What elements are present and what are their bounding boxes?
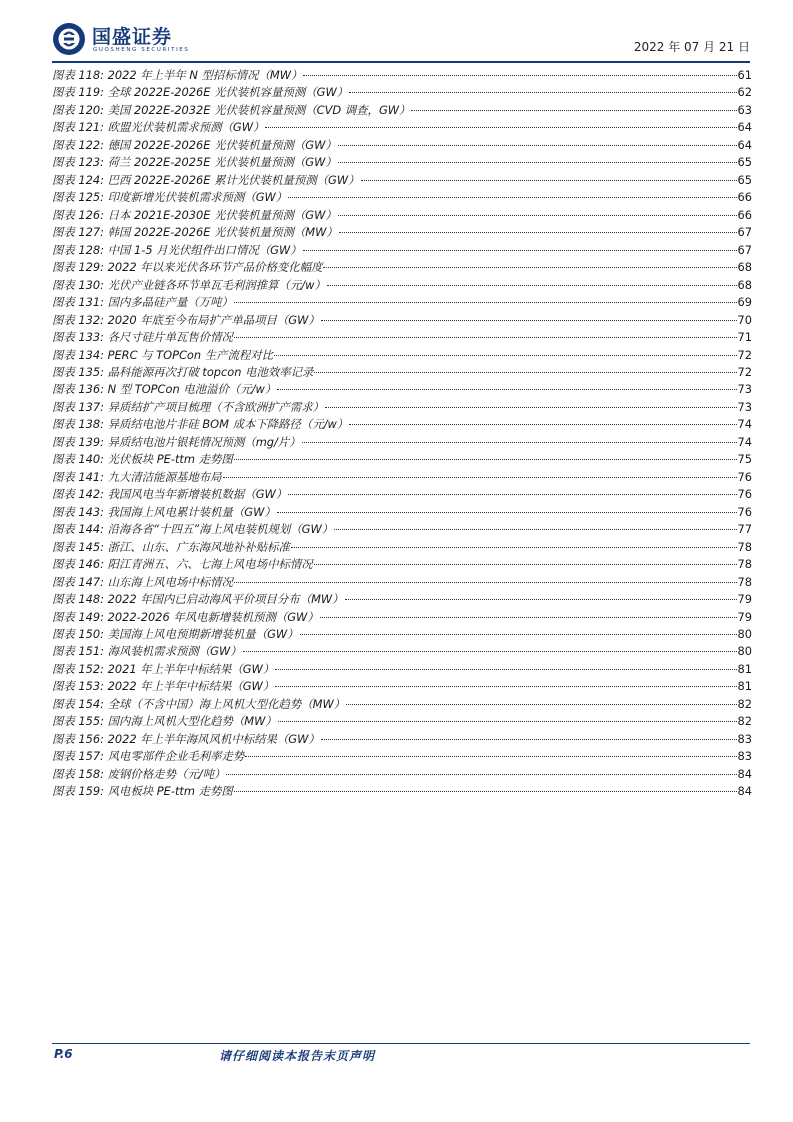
dot-leader — [275, 668, 736, 670]
toc-entry[interactable] — [52, 102, 752, 119]
toc-entry-label: 图表 124: — [52, 172, 104, 187]
toc-entry-page: 84 — [737, 784, 752, 799]
toc-entry-label: 图表 138: — [52, 417, 104, 432]
toc-entry-label: 图表 146: — [52, 557, 104, 572]
dot-leader — [302, 441, 737, 443]
toc-entry-text: 晶科能源再次打破 topcon 电池效率记录 — [107, 364, 314, 379]
toc-entry-title — [52, 312, 320, 328]
logo-text-en: GUOSHENG SECURITIES — [93, 47, 190, 53]
dot-leader — [303, 74, 736, 76]
toc-entry-title — [52, 399, 324, 415]
toc-entry-label: 图表 145: — [52, 539, 104, 554]
toc-entry-page: 67 — [737, 242, 752, 257]
figure-index-list — [52, 67, 752, 801]
toc-entry-title — [52, 609, 319, 625]
toc-entry-title — [52, 119, 264, 135]
toc-entry-title — [52, 329, 233, 345]
toc-entry[interactable] — [52, 626, 752, 643]
toc-entry-label: 图表 155: — [52, 714, 104, 729]
dot-leader — [277, 388, 736, 390]
toc-entry[interactable] — [52, 224, 752, 241]
toc-entry-page: 72 — [737, 347, 752, 362]
toc-entry[interactable] — [52, 172, 752, 189]
toc-entry-label: 图表 128: — [52, 242, 104, 257]
toc-entry-page: 65 — [737, 172, 752, 187]
dot-leader — [338, 144, 737, 146]
toc-entry-label: 图表 133: — [52, 330, 104, 345]
toc-entry-page: 82 — [737, 714, 752, 729]
toc-entry-page: 70 — [737, 312, 752, 327]
toc-entry-title — [52, 731, 320, 747]
toc-entry[interactable] — [52, 399, 752, 416]
toc-entry-title — [52, 381, 276, 397]
toc-entry-page: 81 — [737, 679, 752, 694]
toc-entry-text: 废钢价格走势（元/吨） — [107, 766, 226, 781]
toc-entry-title — [52, 434, 301, 450]
header-rule — [52, 61, 750, 63]
dot-leader — [327, 284, 737, 286]
toc-entry-page: 65 — [737, 155, 752, 170]
toc-entry-page: 79 — [737, 609, 752, 624]
toc-entry-label: 图表 139: — [52, 434, 104, 449]
toc-entry-title — [52, 137, 337, 153]
toc-entry[interactable] — [52, 591, 752, 608]
toc-entry-title — [52, 364, 313, 380]
toc-entry[interactable] — [52, 504, 752, 521]
dot-leader — [361, 179, 737, 181]
toc-entry-text: 全球 2022E-2026E 光伏装机容量预测（GW） — [107, 85, 349, 100]
toc-entry-page: 63 — [737, 102, 752, 117]
toc-entry[interactable] — [52, 416, 752, 433]
toc-entry-text: 中国 1-5 月光伏组件出口情况（GW） — [107, 242, 302, 257]
toc-entry-text: 光伏产业链各环节单瓦毛利润推算（元/w） — [107, 277, 326, 292]
dot-leader — [338, 214, 737, 216]
toc-entry-page: 62 — [737, 85, 752, 100]
toc-entry-page: 78 — [737, 574, 752, 589]
toc-entry-label: 图表 127: — [52, 225, 104, 240]
toc-entry-title — [52, 207, 337, 223]
toc-entry-text: 我国风电当年新增装机数据（GW） — [107, 487, 288, 502]
toc-entry-page: 76 — [737, 469, 752, 484]
toc-entry-title — [52, 539, 290, 555]
toc-entry-label: 图表 136: — [52, 382, 104, 397]
toc-entry-label: 图表 125: — [52, 190, 104, 205]
toc-entry-title — [52, 84, 348, 100]
toc-entry[interactable] — [52, 783, 752, 800]
dot-leader — [339, 231, 737, 233]
toc-entry-text: 异质结电池片非硅 BOM 成本下降路径（元/w） — [107, 417, 349, 432]
footer-rule — [52, 1043, 750, 1044]
toc-entry-page: 78 — [737, 557, 752, 572]
dot-leader — [275, 685, 736, 687]
toc-entry-text: 2022-2026 年风电新增装机预测（GW） — [107, 609, 319, 624]
dot-leader — [345, 598, 737, 600]
toc-entry-title — [52, 189, 287, 205]
toc-entry-label: 图表 144: — [52, 522, 104, 537]
dot-leader — [234, 458, 737, 460]
toc-entry-title — [52, 347, 273, 363]
dot-leader — [325, 406, 736, 408]
toc-entry-title — [52, 451, 233, 467]
toc-entry-title — [52, 626, 299, 642]
dot-leader — [291, 546, 737, 548]
toc-entry-text: 海风装机需求预测（GW） — [107, 644, 242, 659]
toc-entry[interactable] — [52, 347, 752, 364]
toc-entry-text: 2022 年以来光伏各环节产品价格变化幅度 — [107, 260, 323, 275]
toc-entry-label: 图表 142: — [52, 487, 104, 502]
toc-entry-label: 图表 119: — [52, 85, 104, 100]
toc-entry-page: 68 — [737, 277, 752, 292]
toc-entry[interactable] — [52, 556, 752, 573]
toc-entry[interactable] — [52, 189, 752, 206]
toc-entry-title — [52, 242, 302, 258]
toc-entry-page: 64 — [737, 137, 752, 152]
company-logo — [52, 22, 222, 58]
dot-leader — [277, 511, 737, 513]
toc-entry-label: 图表 143: — [52, 504, 104, 519]
toc-entry-text: 美国海上风电预期新增装机量（GW） — [107, 627, 299, 641]
toc-entry[interactable] — [52, 661, 752, 678]
dot-leader — [300, 633, 737, 635]
toc-entry-label: 图表 153: — [52, 679, 104, 694]
toc-entry-page: 71 — [737, 330, 752, 345]
toc-entry[interactable] — [52, 451, 752, 468]
toc-entry-label: 图表 158: — [52, 766, 104, 781]
toc-entry-text: 2022 年上半年海风风机中标结果（GW） — [107, 731, 320, 746]
toc-entry[interactable] — [52, 381, 752, 398]
toc-entry-text: 巴西 2022E-2026E 累计光伏装机量预测（GW） — [107, 172, 360, 187]
dot-leader — [278, 720, 737, 722]
toc-entry[interactable] — [52, 713, 752, 730]
toc-entry[interactable] — [52, 67, 752, 84]
toc-entry-title — [52, 661, 274, 677]
toc-entry-label: 图表 157: — [52, 749, 104, 764]
toc-entry[interactable] — [52, 312, 752, 329]
toc-entry-title — [52, 294, 233, 310]
toc-entry-text: 2022 年上半年 N 型招标情况（MW） — [107, 68, 303, 82]
logo-mark-icon — [52, 22, 86, 56]
dot-leader — [334, 528, 736, 530]
toc-entry-label: 图表 156: — [52, 731, 104, 746]
toc-entry[interactable] — [52, 84, 752, 101]
toc-entry-title — [52, 521, 333, 537]
toc-entry-label: 图表 148: — [52, 592, 104, 607]
dot-leader — [314, 371, 736, 373]
toc-entry-text: 异质结电池片银耗情况预测（mg/片） — [107, 434, 301, 449]
dot-leader — [321, 319, 737, 321]
toc-entry-page: 66 — [737, 207, 752, 222]
dot-leader — [234, 301, 737, 303]
toc-entry-text: 荷兰 2022E-2025E 光伏装机量预测（GW） — [107, 155, 337, 170]
toc-entry-title — [52, 102, 410, 118]
toc-entry-title — [52, 783, 233, 799]
toc-entry-label: 图表 131: — [52, 295, 104, 310]
toc-entry-text: 九大清洁能源基地布局 — [107, 469, 222, 484]
toc-entry-text: 国内多晶硅产量（万吨） — [107, 295, 233, 310]
dot-leader — [234, 581, 737, 583]
dot-leader — [320, 616, 737, 618]
dot-leader — [223, 476, 737, 478]
toc-entry[interactable] — [52, 521, 752, 538]
toc-entry-text: 2022 年上半年中标结果（GW） — [107, 679, 275, 694]
toc-entry-label: 图表 122: — [52, 137, 104, 152]
toc-entry-page: 74 — [737, 417, 752, 432]
toc-entry-title — [52, 154, 337, 170]
disclaimer-note: 请仔细阅读本报告末页声明 — [219, 1049, 376, 1063]
toc-entry-title — [52, 469, 222, 485]
dot-leader — [338, 161, 737, 163]
toc-entry[interactable] — [52, 154, 752, 171]
dot-leader — [274, 354, 736, 356]
toc-entry-label: 图表 126: — [52, 207, 104, 222]
toc-entry-page: 68 — [737, 260, 752, 275]
toc-entry-label: 图表 129: — [52, 260, 104, 275]
toc-entry-text: 印度新增光伏装机需求预测（GW） — [107, 190, 288, 205]
toc-entry-title — [52, 696, 345, 712]
dot-leader — [226, 773, 736, 775]
dot-leader — [234, 790, 737, 792]
toc-entry[interactable] — [52, 678, 752, 695]
toc-entry-label: 图表 134: — [52, 347, 104, 362]
toc-entry-text: 德国 2022E-2026E 光伏装机量预测（GW） — [107, 137, 337, 152]
toc-entry-text: 欧盟光伏装机需求预测（GW） — [107, 120, 265, 135]
toc-entry[interactable] — [52, 364, 752, 381]
toc-entry-label: 图表 150: — [52, 627, 104, 641]
toc-entry[interactable] — [52, 119, 752, 136]
toc-entry-text: 风电零部件企业毛利率走势 — [107, 749, 245, 764]
toc-entry-label: 图表 118: — [52, 68, 104, 82]
toc-entry-title — [52, 574, 233, 590]
toc-entry-text: 光伏板块 PE-ttm 走势图 — [107, 452, 233, 467]
dot-leader — [243, 650, 737, 652]
toc-entry-text: 2021 年上半年中标结果（GW） — [107, 661, 275, 676]
toc-entry-text: 国内海上风机大型化趋势（MW） — [107, 714, 277, 729]
report-date: 2022 年 07 月 21 日 — [633, 40, 750, 54]
toc-entry-page: 76 — [737, 504, 752, 519]
toc-entry-title — [52, 504, 276, 520]
toc-entry-text: 阳江青洲五、六、七海上风电场中标情况 — [107, 557, 313, 572]
toc-entry-page: 64 — [737, 120, 752, 135]
logo-text-cn: 国盛证券 — [92, 26, 173, 48]
toc-entry-page: 83 — [737, 731, 752, 746]
toc-entry-page: 81 — [737, 661, 752, 676]
toc-entry-page: 79 — [737, 592, 752, 607]
toc-entry[interactable] — [52, 242, 752, 259]
toc-entry[interactable] — [52, 277, 752, 294]
toc-entry-text: 异质结扩产项目梳理（不含欧洲扩产需求） — [107, 399, 325, 414]
toc-entry-title — [52, 643, 242, 659]
dot-leader — [245, 755, 736, 757]
toc-entry-text: 全球（不含中国）海上风机大型化趋势（MW） — [107, 696, 346, 711]
toc-entry-page: 76 — [737, 487, 752, 502]
toc-entry-title — [52, 556, 313, 572]
toc-entry-text: 我国海上风电累计装机量（GW） — [107, 504, 276, 519]
toc-entry-label: 图表 154: — [52, 696, 104, 711]
toc-entry-label: 图表 140: — [52, 452, 104, 467]
dot-leader — [265, 126, 736, 128]
toc-entry-label: 图表 147: — [52, 574, 104, 589]
toc-entry-label: 图表 137: — [52, 399, 104, 414]
toc-entry[interactable] — [52, 609, 752, 626]
toc-entry[interactable] — [52, 731, 752, 748]
toc-entry-page: 80 — [737, 627, 752, 641]
toc-entry-title — [52, 277, 326, 293]
dot-leader — [288, 196, 736, 198]
toc-entry[interactable] — [52, 696, 752, 713]
toc-entry-title — [52, 748, 244, 764]
toc-entry-title — [52, 416, 348, 432]
toc-entry[interactable] — [52, 434, 752, 451]
toc-entry[interactable] — [52, 329, 752, 346]
toc-entry-text: 美国 2022E-2032E 光伏装机容量预测（CVD 调查，GW） — [107, 102, 411, 117]
toc-entry-title — [52, 486, 287, 502]
toc-entry-title — [52, 713, 277, 729]
toc-entry-page: 75 — [737, 452, 752, 467]
toc-entry-title — [52, 591, 344, 607]
toc-entry-page: 67 — [737, 225, 752, 240]
toc-entry[interactable] — [52, 539, 752, 556]
toc-entry-label: 图表 135: — [52, 364, 104, 379]
page-header — [52, 20, 752, 60]
toc-entry-text: N 型 TOPCon 电池溢价（元/w） — [107, 382, 277, 397]
dot-leader — [411, 109, 736, 111]
toc-entry[interactable] — [52, 294, 752, 311]
toc-entry[interactable] — [52, 766, 752, 783]
toc-entry-label: 图表 149: — [52, 609, 104, 624]
page-number: P.6 — [54, 1047, 73, 1061]
dot-leader — [288, 493, 736, 495]
toc-entry[interactable] — [52, 207, 752, 224]
toc-entry-page: 77 — [737, 522, 752, 537]
toc-entry-text: 风电板块 PE-ttm 走势图 — [107, 784, 233, 799]
toc-entry[interactable] — [52, 643, 752, 660]
toc-entry-page: 69 — [737, 295, 752, 310]
toc-entry-text: 日本 2021E-2030E 光伏装机量预测（GW） — [107, 207, 337, 222]
toc-entry-title — [52, 224, 338, 240]
toc-entry-title — [52, 67, 302, 83]
toc-entry-label: 图表 120: — [52, 102, 104, 117]
toc-entry-text: 2022 年国内已启动海风平价项目分布（MW） — [107, 592, 344, 607]
toc-entry-title — [52, 678, 274, 694]
toc-entry-text: 各尺寸硅片单瓦售价情况 — [107, 330, 233, 345]
toc-entry-label: 图表 132: — [52, 312, 104, 327]
toc-entry-title — [52, 766, 225, 782]
toc-entry-label: 图表 159: — [52, 784, 104, 799]
dot-leader — [346, 703, 736, 705]
toc-entry[interactable] — [52, 137, 752, 154]
toc-entry-title — [52, 259, 322, 275]
toc-entry-page: 73 — [737, 382, 752, 397]
toc-entry-label: 图表 141: — [52, 469, 104, 484]
toc-entry-page: 73 — [737, 399, 752, 414]
toc-entry-label: 图表 152: — [52, 661, 104, 676]
toc-entry-text: 2020 年底至今布局扩产单晶项目（GW） — [107, 312, 320, 327]
toc-entry-text: 浙江、山东、广东海风地补补贴标准 — [107, 539, 290, 554]
toc-entry-page: 83 — [737, 749, 752, 764]
toc-entry-page: 61 — [737, 68, 752, 82]
toc-entry-text: 韩国 2022E-2026E 光伏装机量预测（MW） — [107, 225, 338, 240]
toc-entry[interactable] — [52, 469, 752, 486]
toc-entry-label: 图表 123: — [52, 155, 104, 170]
toc-entry-page: 66 — [737, 190, 752, 205]
toc-entry-text: 沿海各省“十四五”海上风电装机规划（GW） — [107, 522, 334, 537]
dot-leader — [349, 91, 736, 93]
toc-entry-label: 图表 121: — [52, 120, 104, 135]
toc-entry-page: 84 — [737, 766, 752, 781]
toc-entry-page: 82 — [737, 696, 752, 711]
toc-entry[interactable] — [52, 574, 752, 591]
toc-entry-text: 山东海上风电场中标情况 — [107, 574, 233, 589]
toc-entry[interactable] — [52, 748, 752, 765]
dot-leader — [321, 738, 737, 740]
toc-entry-page: 72 — [737, 364, 752, 379]
toc-entry-page: 80 — [737, 644, 752, 659]
toc-entry-page: 74 — [737, 434, 752, 449]
toc-entry-page: 78 — [737, 539, 752, 554]
toc-entry-label: 图表 151: — [52, 644, 104, 659]
dot-leader — [314, 563, 737, 565]
dot-leader — [349, 423, 736, 425]
toc-entry-title — [52, 172, 360, 188]
toc-entry-label: 图表 130: — [52, 277, 104, 292]
toc-entry-text: PERC 与 TOPCon 生产流程对比 — [107, 347, 274, 362]
dot-leader — [234, 336, 737, 338]
toc-entry[interactable] — [52, 486, 752, 503]
dot-leader — [303, 249, 737, 251]
toc-entry[interactable] — [52, 259, 752, 276]
dot-leader — [323, 266, 736, 268]
